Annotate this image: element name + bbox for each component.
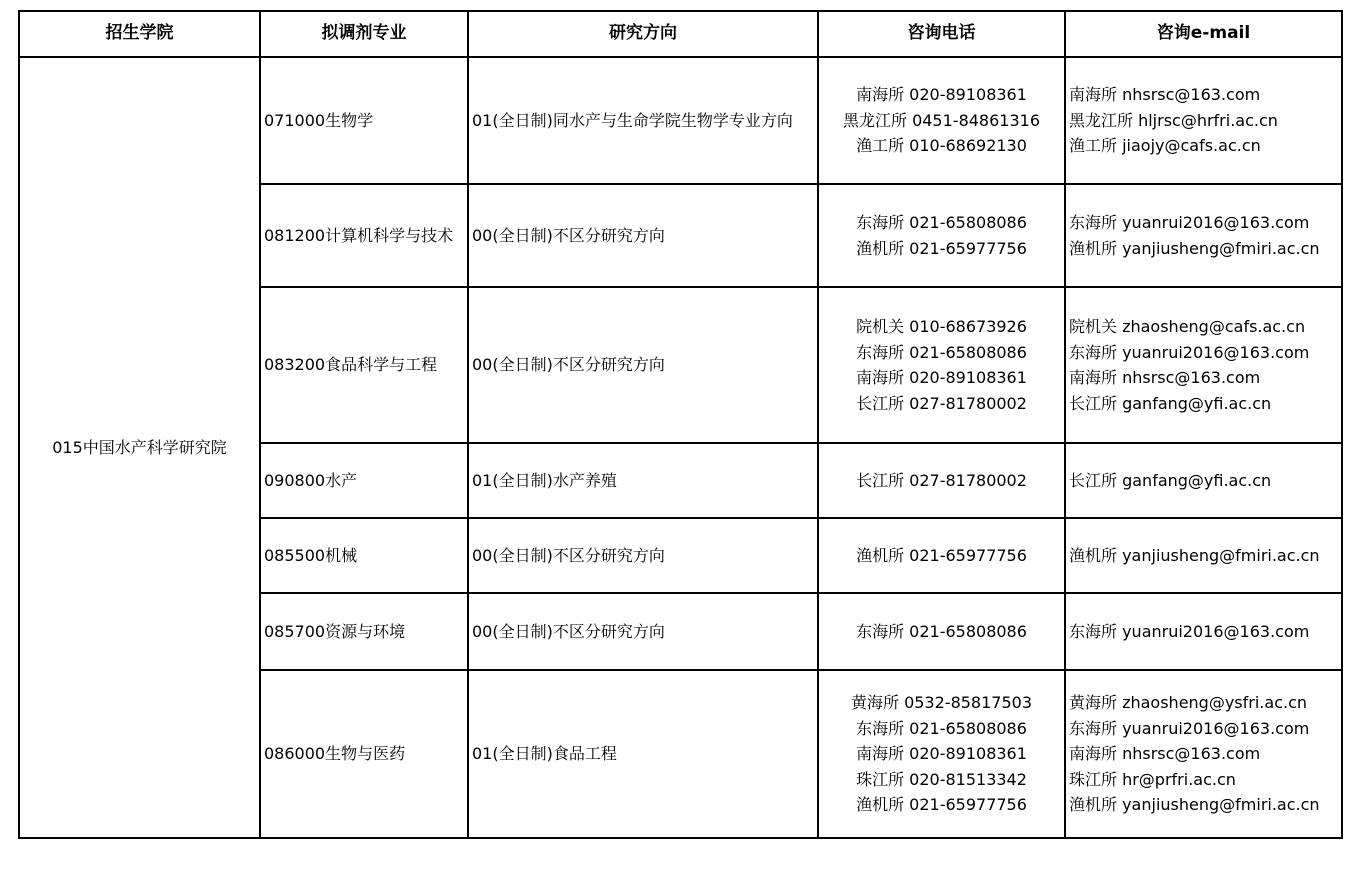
phone-line: 东海所 021-65808086 bbox=[856, 342, 1027, 362]
email-line[interactable]: 渔机所 yanjiusheng@fmiri.ac.cn bbox=[1069, 795, 1320, 815]
direction-cell: 00(全日制)不区分研究方向 bbox=[468, 287, 818, 443]
phone-line: 渔机所 021-65977756 bbox=[856, 545, 1027, 565]
header-college: 招生学院 bbox=[19, 11, 260, 57]
email-line[interactable]: 珠江所 hr@prfri.ac.cn bbox=[1069, 769, 1236, 789]
table-header-row bbox=[19, 11, 1342, 57]
email-line[interactable]: 院机关 zhaosheng@cafs.ac.cn bbox=[1069, 317, 1306, 336]
direction-cell: 00(全日制)不区分研究方向 bbox=[468, 184, 818, 287]
direction-cell: 00(全日制)不区分研究方向 bbox=[468, 593, 818, 670]
major-cell: 081200计算机科学与技术 bbox=[260, 184, 468, 287]
header-email: 咨询e-mail bbox=[1065, 11, 1342, 57]
email-line[interactable]: 东海所 yuanrui2016@163.com bbox=[1069, 213, 1310, 232]
email-line[interactable]: 南海所 nhsrsc@163.com bbox=[1069, 744, 1261, 764]
email-line[interactable]: 黑龙江所 hljrsc@hrfri.ac.cn bbox=[1069, 110, 1278, 130]
phone-line: 南海所 020-89108361 bbox=[856, 85, 1027, 105]
email-cell bbox=[1065, 593, 1342, 670]
email-line[interactable]: 渔工所 jiaojy@cafs.ac.cn bbox=[1069, 136, 1261, 156]
direction-cell: 00(全日制)不区分研究方向 bbox=[468, 518, 818, 593]
phone-line: 渔机所 021-65977756 bbox=[856, 238, 1027, 258]
phone-line: 渔工所 010-68692130 bbox=[856, 136, 1027, 156]
phone-line: 黑龙江所 0451-84861316 bbox=[842, 110, 1041, 130]
email-line[interactable]: 长江所 ganfang@yfi.ac.cn bbox=[1069, 393, 1272, 413]
header-direction: 研究方向 bbox=[468, 11, 818, 57]
major-cell: 085500机械 bbox=[260, 518, 468, 593]
email-cell bbox=[1065, 184, 1342, 287]
college-cell: 015中国水产科学研究院 bbox=[19, 57, 260, 838]
phone-line: 渔机所 021-65977756 bbox=[856, 795, 1027, 815]
direction-cell: 01(全日制)水产养殖 bbox=[468, 443, 818, 518]
phone-line: 长江所 027-81780002 bbox=[856, 470, 1027, 490]
phone-cell bbox=[818, 57, 1065, 184]
phone-line: 东海所 021-65808086 bbox=[856, 718, 1027, 738]
email-line[interactable]: 南海所 nhsrsc@163.com bbox=[1069, 85, 1261, 105]
email-line[interactable]: 黄海所 zhaosheng@ysfri.ac.cn bbox=[1069, 693, 1308, 713]
header-major: 拟调剂专业 bbox=[260, 11, 468, 57]
major-cell: 071000生物学 bbox=[260, 57, 468, 184]
email-line[interactable]: 东海所 yuanrui2016@163.com bbox=[1069, 718, 1310, 738]
phone-cell bbox=[818, 670, 1065, 838]
phone-cell bbox=[818, 593, 1065, 670]
phone-line: 东海所 021-65808086 bbox=[856, 621, 1027, 641]
phone-line: 东海所 021-65808086 bbox=[856, 213, 1027, 232]
major-cell: 090800水产 bbox=[260, 443, 468, 518]
adjustment-table bbox=[18, 10, 1343, 839]
phone-line: 南海所 020-89108361 bbox=[856, 368, 1027, 387]
table-row bbox=[19, 57, 1342, 184]
email-line[interactable]: 渔机所 yanjiusheng@fmiri.ac.cn bbox=[1069, 545, 1320, 565]
email-cell bbox=[1065, 57, 1342, 184]
phone-line: 院机关 010-68673926 bbox=[856, 317, 1027, 336]
table-body bbox=[19, 57, 1342, 838]
direction-cell: 01(全日制)食品工程 bbox=[468, 670, 818, 838]
email-cell bbox=[1065, 518, 1342, 593]
phone-cell bbox=[818, 287, 1065, 443]
email-line[interactable]: 东海所 yuanrui2016@163.com bbox=[1069, 342, 1310, 362]
email-line[interactable]: 南海所 nhsrsc@163.com bbox=[1069, 368, 1261, 387]
email-cell bbox=[1065, 443, 1342, 518]
major-cell: 086000生物与医药 bbox=[260, 670, 468, 838]
phone-cell bbox=[818, 184, 1065, 287]
email-line[interactable]: 东海所 yuanrui2016@163.com bbox=[1069, 621, 1310, 641]
major-cell: 083200食品科学与工程 bbox=[260, 287, 468, 443]
phone-cell bbox=[818, 443, 1065, 518]
email-line[interactable]: 渔机所 yanjiusheng@fmiri.ac.cn bbox=[1069, 238, 1320, 258]
email-cell bbox=[1065, 287, 1342, 443]
phone-cell bbox=[818, 518, 1065, 593]
email-line[interactable]: 长江所 ganfang@yfi.ac.cn bbox=[1069, 470, 1272, 490]
phone-line: 长江所 027-81780002 bbox=[856, 393, 1027, 413]
direction-cell: 01(全日制)同水产与生命学院生物学专业方向 bbox=[468, 57, 818, 184]
phone-line: 珠江所 020-81513342 bbox=[856, 769, 1027, 789]
major-cell: 085700资源与环境 bbox=[260, 593, 468, 670]
phone-line: 黄海所 0532-85817503 bbox=[850, 693, 1033, 713]
email-cell bbox=[1065, 670, 1342, 838]
header-phone: 咨询电话 bbox=[818, 11, 1065, 57]
phone-line: 南海所 020-89108361 bbox=[856, 744, 1027, 764]
